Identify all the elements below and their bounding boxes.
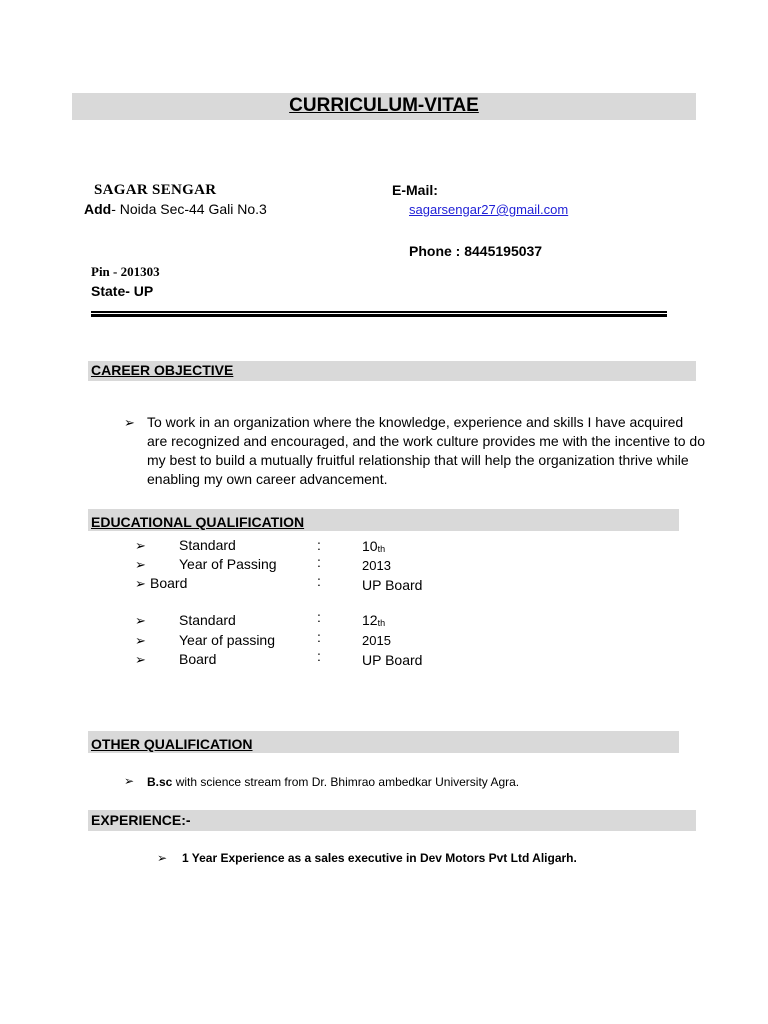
board-value: UP Board: [362, 577, 423, 593]
year-value: 2013: [362, 558, 391, 573]
standard-value: [362, 612, 385, 628]
arrow-bullet-icon: ➢: [124, 774, 135, 788]
board-label: Board: [179, 651, 217, 667]
email-link[interactable]: sagarsengar27@gmail.com: [409, 202, 569, 217]
colon: :: [317, 629, 321, 645]
address-label: Add: [84, 201, 112, 217]
other-qualification-text: [147, 775, 519, 789]
standard-number: 12: [362, 612, 378, 628]
education-heading: EDUCATIONAL QUALIFICATION: [91, 514, 305, 530]
arrow-bullet-icon: ➢: [135, 613, 146, 628]
page-title: CURRICULUM-VITAE: [289, 95, 479, 116]
colon: :: [317, 537, 321, 553]
standard-value: [362, 538, 385, 554]
experience-heading: EXPERIENCE:-: [91, 812, 191, 828]
degree-name: B.sc: [147, 775, 173, 789]
header-divider-bottom: [91, 314, 667, 317]
candidate-name: SAGAR SENGAR: [94, 182, 217, 198]
email-label: E-Mail:: [392, 182, 438, 198]
arrow-bullet-icon: ➢: [135, 633, 146, 648]
standard-number: 10: [362, 538, 378, 554]
state: State- UP: [91, 283, 154, 299]
colon: :: [317, 554, 321, 570]
arrow-bullet-icon: ➢: [135, 652, 146, 667]
standard-suffix: th: [377, 544, 386, 554]
standard-suffix: th: [377, 618, 386, 628]
year-value: 2015: [362, 633, 391, 648]
board-value: UP Board: [362, 652, 423, 668]
arrow-bullet-icon: ➢: [135, 557, 146, 572]
address-value: - Noida Sec-44 Gali No.3: [111, 201, 267, 217]
arrow-bullet-icon: ➢: [135, 576, 146, 591]
board-label: Board: [150, 575, 188, 591]
standard-label: Standard: [179, 537, 236, 553]
colon: :: [317, 573, 321, 589]
colon: :: [317, 648, 321, 664]
arrow-bullet-icon: ➢: [157, 851, 168, 865]
other-qualification-heading: OTHER QUALIFICATION: [91, 736, 253, 752]
colon: :: [317, 609, 321, 625]
pin-code: Pin - 201303: [91, 264, 160, 279]
arrow-bullet-icon: ➢: [135, 538, 146, 553]
year-label: Year of Passing: [179, 556, 277, 572]
experience-text: 1 Year Experience as a sales executive in Dev Motors Pvt Ltd Aligarh.: [182, 851, 577, 865]
standard-label: Standard: [179, 612, 236, 628]
year-label: Year of passing: [179, 632, 275, 648]
career-objective-heading: CAREER OBJECTIVE: [91, 362, 234, 378]
degree-details: with science stream from Dr. Bhimrao ambedkar University Agra.: [172, 775, 520, 789]
address: [84, 201, 267, 217]
arrow-bullet-icon: ➢: [124, 415, 135, 430]
career-objective-text: To work in an organization where the knowledge, experience and skills I have acquired are recognized and encouraged, and the work culture provides me with the incentive to do my best to build a mutually fruitful relationship that will help the organization thrive while enabling my own career advancement.: [147, 414, 706, 487]
phone: Phone : 8445195037: [409, 243, 543, 259]
header-divider-top: [91, 311, 667, 313]
